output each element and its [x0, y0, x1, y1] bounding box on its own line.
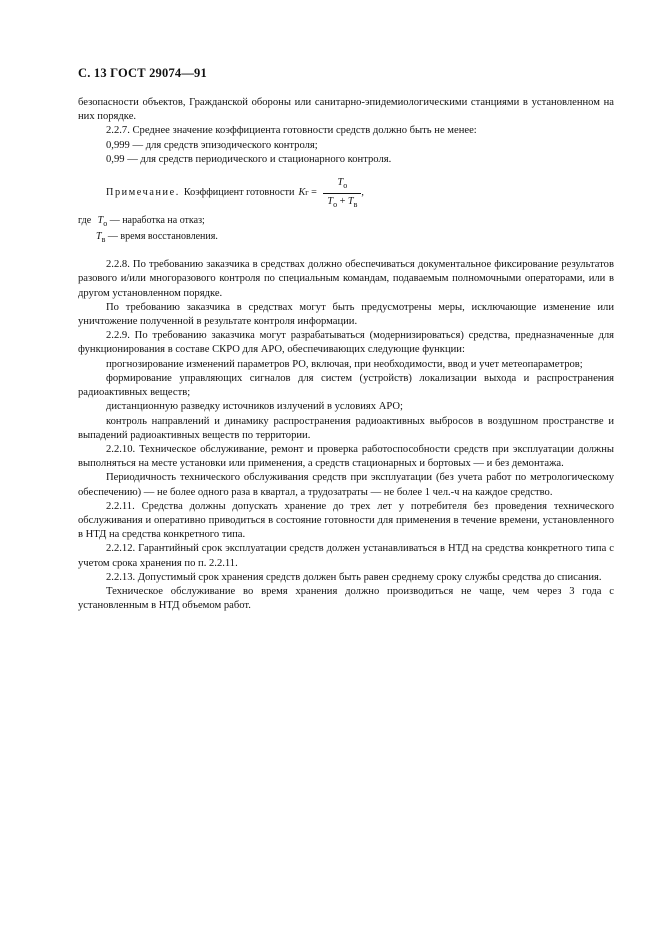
num-t: T: [337, 177, 344, 189]
def-to-symbol: T: [97, 215, 104, 227]
formula-numerator: [332, 176, 354, 193]
paragraph-2-2-12: 2.2.12. Гарантийный срок эксплуатации средств должен устанавливаться в НТД на средства конкретного типа с учетом срока хранения по п. 2.2.11.: [78, 543, 614, 569]
page-header: С. 13 ГОСТ 29074—91: [78, 66, 207, 80]
den-t-a: T: [327, 196, 334, 208]
where-word: где: [78, 215, 92, 227]
paragraph-2-2-11: 2.2.11. Средства должны допускать хранение до трех лет у потребителя без проведения технического обслуживания и оперативно приводиться в состояние готовности для применения в течение времени, установленного в НТД на средства конкретного типа.: [78, 500, 614, 541]
paragraph-measures: По требованию заказчика в средствах могут быть предусмотрены меры, исключающие изменение или уничтожение полученной в результате контроля информации.: [78, 301, 614, 328]
paragraph-storage-maintenance: Техническое обслуживание во время хранения должно производиться не чаще, чем через 3 года с установленным в НТД объемом работ.: [78, 585, 614, 612]
num-t-sub: о: [343, 181, 348, 191]
definition-tv: [78, 231, 614, 247]
def-tv-symbol: T: [96, 230, 102, 242]
paragraph-2-2-9: 2.2.9. По требованию заказчика могут разрабатываться (модернизироваться) средства, предназначенные для функционирования в составе СКРО для АРО, обеспечивающих следующие функции:: [78, 330, 614, 356]
function-remote-reconnaissance: дистанционную разведку источников излучений в условиях АРО;: [106, 401, 403, 413]
den-t-b: T: [347, 196, 354, 208]
formula-definitions: [78, 215, 614, 246]
den-t-a-sub: о: [333, 200, 338, 210]
def-to-sub: о: [103, 219, 108, 229]
function-monitoring-spread: контроль направлений и динамику распространения радиоактивных выбросов в воздушном пространстве и выпадений радиоактивных веществ по территории.: [78, 415, 614, 441]
function-forecasting: прогнозирование изменений параметров РО, включая, при необходимости, ввод и учет метеопараметров;: [106, 358, 583, 370]
list-item-099: 0,99 — для средств периодического и стационарного контроля.: [106, 153, 392, 165]
def-to-text: — наработка на отказ;: [107, 215, 205, 227]
paragraph-2-2-7: 2.2.7. Среднее значение коэффициента готовности средств должно быть не менее:: [106, 125, 477, 137]
note-text: Коэффициент готовности: [183, 187, 295, 199]
formula-denominator: [323, 193, 361, 211]
formula-eq: =: [308, 187, 320, 199]
paragraph-intro: безопасности объектов, Гражданской обороны или санитарно-эпидемиологическими станциями в установленном на них порядке.: [78, 97, 614, 123]
function-control-signals: формирование управляющих сигналов для систем (устройств) локализации выхода и распространения радиоактивных веществ;: [78, 372, 614, 399]
formula-tail: ,: [361, 187, 364, 199]
formula-k-sub: г: [305, 188, 309, 198]
def-tv-sub: в: [101, 234, 106, 244]
formula-k: K: [298, 187, 306, 199]
formula-fraction: [323, 176, 361, 211]
note-label: Примечание.: [106, 187, 180, 199]
def-tv-text: — время восстановления.: [105, 230, 218, 242]
paragraph-2-2-8: 2.2.8. По требованию заказчика в средствах должно обеспечиваться документальное фиксирование результатов разового и/или многоразового контроля по специальным командам, подаваемым полномочными операторами, или в другом установленном порядке.: [78, 259, 614, 299]
document-body: [78, 96, 614, 613]
den-t-b-sub: в: [353, 200, 358, 210]
list-item-0999: 0,999 — для средств эпизодического контроля;: [106, 139, 318, 151]
paragraph-2-2-10: 2.2.10. Техническое обслуживание, ремонт и проверка работоспособности средств при эксплуатации должны выполняться на месте установки или применения, а средств стационарных и бортовых — и без демонтажа.: [78, 443, 614, 470]
paragraph-2-2-13: 2.2.13. Допустимый срок хранения средств должен быть равен среднему сроку службы средства до списания.: [106, 571, 602, 583]
den-plus: +: [337, 196, 348, 208]
paragraph-periodicity: Периодичность технического обслуживания средств при эксплуатации (без учета работ по метрологическому обеспечению) — не более одного раза в квартал, а трудозатраты — не более 1 чел.-ч на каждое средство.: [78, 472, 614, 498]
spacer: [78, 246, 614, 258]
availability-formula: [298, 176, 363, 211]
definition-to: [78, 215, 614, 231]
note-formula: [106, 176, 614, 211]
